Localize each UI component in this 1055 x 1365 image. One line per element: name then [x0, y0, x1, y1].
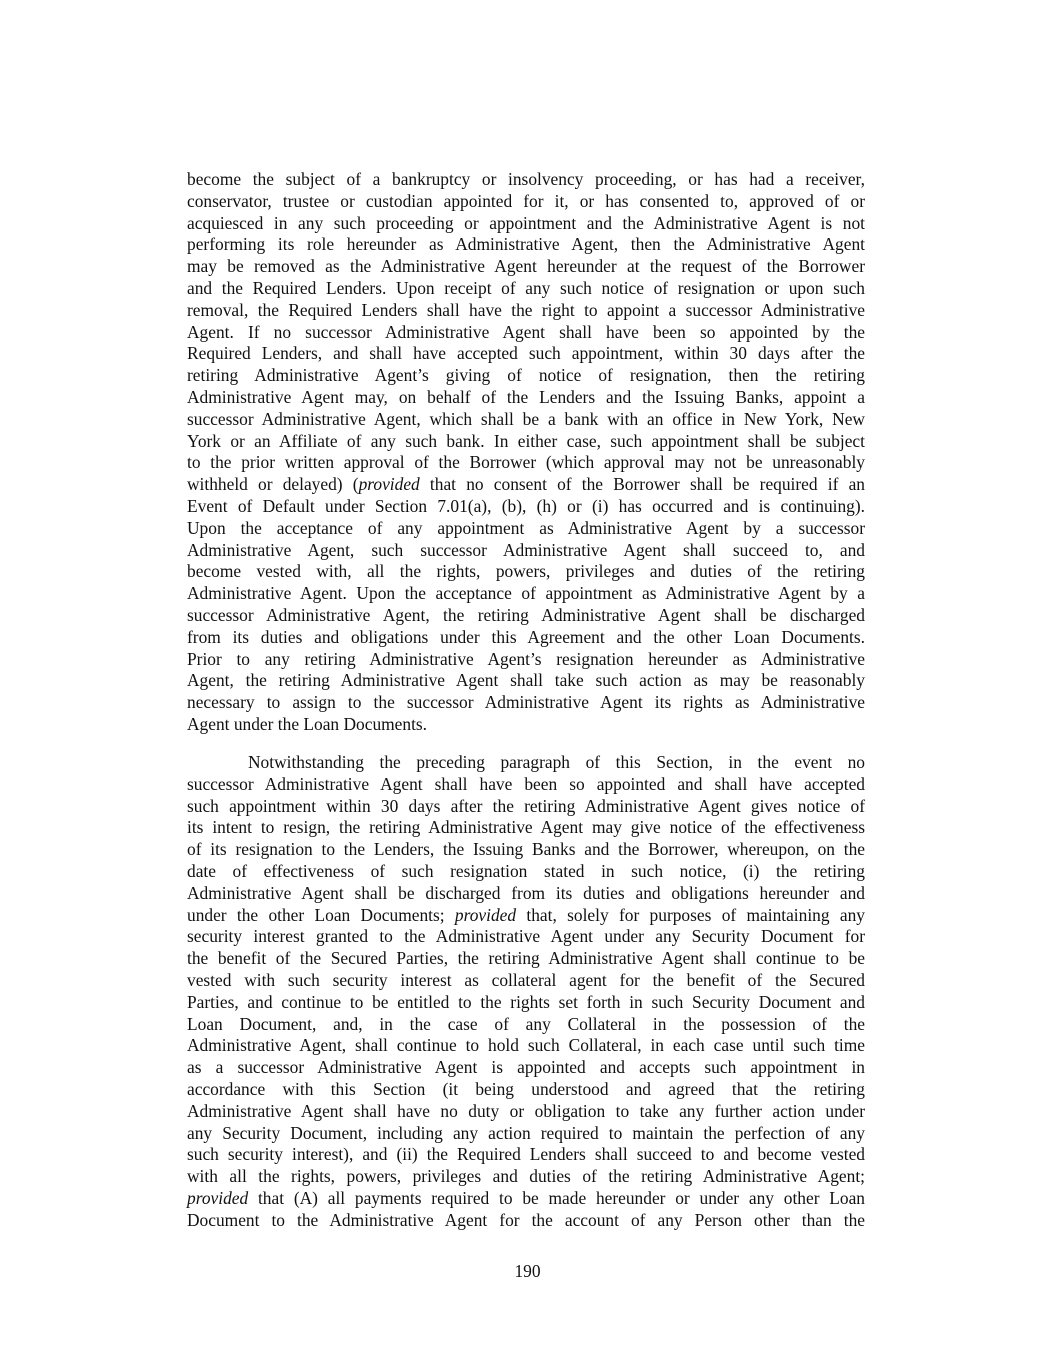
text-line: become the subject of a bankruptcy or insolvency proceeding, or has had a receiver, — [187, 169, 865, 189]
text-line: such security interest), and (ii) the Required Lenders shall succeed to and become vested — [187, 1144, 865, 1165]
paragraph-2 — [187, 752, 865, 1232]
text-line — [187, 905, 865, 927]
text-line: acquiesced in any such proceeding or appointment and the Administrative Agent is not — [187, 212, 865, 233]
text-line: Administrative Agent, shall continue to hold such Collateral, in each case until such time — [187, 1035, 865, 1056]
italic-term: provided — [187, 1187, 249, 1208]
text-line: vested with such security interest as collateral agent for the benefit of the Secured — [187, 969, 865, 990]
text-line: Administrative Agent shall be discharged from its duties and obligations hereunder and — [187, 882, 865, 903]
text-line: removal, the Required Lenders shall have the right to appoint a successor Administrative — [187, 299, 865, 320]
text-line: Agent. If no successor Administrative Agent shall have been so appointed by the — [187, 321, 865, 342]
text-line: of its resignation to the Lenders, the Issuing Banks and the Borrower, whereupon, on the — [187, 839, 865, 860]
text-line: the benefit of the Secured Parties, the retiring Administrative Agent shall continue to be — [187, 948, 865, 969]
text-line — [187, 1188, 865, 1210]
text-line: necessary to assign to the successor Administrative Agent its rights as Administrative — [187, 692, 865, 713]
text-line: Notwithstanding the preceding paragraph of this Section, in the event no — [248, 752, 865, 772]
text-line: Loan Document, and, in the case of any Collateral in the possession of the — [187, 1013, 865, 1034]
text-line: conservator, trustee or custodian appointed for it, or has consented to, approved of or — [187, 190, 865, 211]
text-segment: that no consent of the Borrower shall be required if an — [419, 474, 865, 495]
page-number: 190 — [514, 1261, 541, 1281]
text-line: Agent, the retiring Administrative Agent shall take such action as may be reasonably — [187, 670, 865, 691]
text-line: successor Administrative Agent, which shall be a bank with an office in New York, New — [187, 408, 865, 429]
text-line: Required Lenders, and shall have accepted such appointment, within 30 days after the — [187, 343, 865, 364]
text-line: Administrative Agent. Upon the acceptance of appointment as Administrative Agent by a — [187, 583, 865, 604]
text-line: Parties, and continue to be entitled to the rights set forth in such Security Document and — [187, 991, 865, 1012]
text-line: Administrative Agent shall have no duty or obligation to take any further action under — [187, 1100, 865, 1121]
text-line: Agent under the Loan Documents. — [187, 713, 428, 734]
text-segment: that (A) all payments required to be made hereunder or under any other Loan — [248, 1187, 865, 1208]
text-line: Administrative Agent may, on behalf of the Lenders and the Issuing Banks, appoint a — [187, 386, 865, 407]
text-line: Prior to any retiring Administrative Agent’s resignation hereunder as Administrative — [187, 648, 865, 669]
text-segment: that, solely for purposes of maintaining any — [516, 904, 865, 925]
text-line: performing its role hereunder as Administrative Agent, then the Administrative Agent — [187, 234, 865, 255]
text-line: security interest granted to the Administrative Agent under any Security Document for — [187, 926, 865, 947]
italic-term: provided — [454, 904, 517, 925]
text-segment: under the other Loan Documents; — [187, 904, 455, 925]
text-line: become vested with, all the rights, powers, privileges and duties of the retiring — [187, 561, 865, 582]
text-line: with all the rights, powers, privileges and duties of the retiring Administrative Agent; — [187, 1166, 865, 1187]
text-line: date of effectiveness of such resignation stated in such notice, (i) the retiring — [187, 860, 865, 881]
text-line: Upon the acceptance of any appointment as Administrative Agent by a successor — [187, 517, 865, 538]
text-line: to the prior written approval of the Borrower (which approval may not be unreasonably — [187, 452, 865, 473]
text-line: Administrative Agent, such successor Administrative Agent shall succeed to, and — [187, 539, 865, 560]
text-line: and the Required Lenders. Upon receipt of any such notice of resignation or upon such — [187, 277, 865, 298]
text-line: retiring Administrative Agent’s giving of notice of resignation, then the retiring — [187, 365, 865, 386]
text-line: such appointment within 30 days after the retiring Administrative Agent gives notice of — [187, 795, 865, 816]
text-line: successor Administrative Agent, the retiring Administrative Agent shall be discharged — [187, 604, 865, 625]
paragraph-1 — [187, 169, 865, 736]
text-line: Event of Default under Section 7.01(a), (b), (h) or (i) has occurred and is continuing). — [187, 495, 865, 516]
text-line — [187, 474, 865, 496]
text-line: as a successor Administrative Agent is appointed and accepts such appointment in — [187, 1057, 865, 1078]
text-line: York or an Affiliate of any such bank. In either case, such appointment shall be subject — [187, 430, 865, 451]
text-line: accordance with this Section (it being understood and agreed that the retiring — [187, 1078, 865, 1099]
text-line: its intent to resign, the retiring Administrative Agent may give notice of the effectiveness — [187, 817, 865, 838]
text-segment: withheld or delayed) ( — [187, 474, 359, 495]
text-line: any Security Document, including any action required to maintain the perfection of any — [187, 1122, 865, 1143]
text-line: successor Administrative Agent shall have been so appointed and shall have accepted — [187, 773, 865, 794]
text-line: from its duties and obligations under this Agreement and the other Loan Documents. — [187, 626, 865, 647]
text-line: Document to the Administrative Agent for the account of any Person other than the — [187, 1209, 865, 1230]
italic-term: provided — [358, 474, 420, 495]
text-line: may be removed as the Administrative Agent hereunder at the request of the Borrower — [187, 256, 865, 277]
